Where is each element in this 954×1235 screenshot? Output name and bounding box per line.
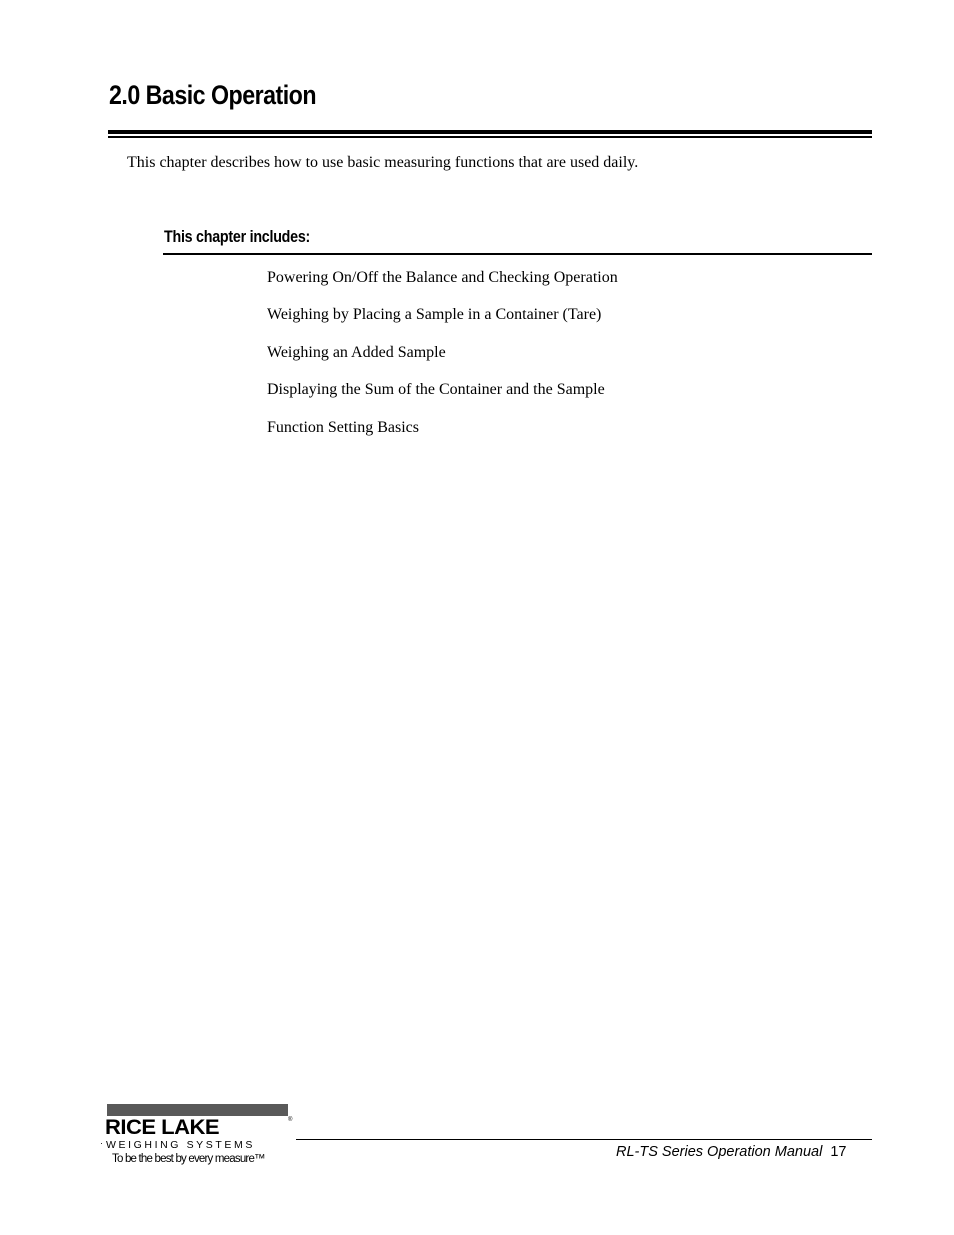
rice-lake-logo — [100, 1104, 296, 1170]
registered-mark-icon: ® — [288, 1117, 293, 1123]
footer — [616, 1144, 846, 1160]
logo-bar — [107, 1104, 288, 1116]
toc-item-sum[interactable]: Displaying the Sum of the Container and the Sample — [267, 381, 605, 399]
logo-dot-icon: · — [100, 1138, 103, 1148]
toc-item-powering[interactable]: Powering On/Off the Balance and Checking Operation — [267, 269, 618, 286]
includes-heading: This chapter includes: — [164, 227, 311, 246]
footer-rule — [296, 1139, 872, 1140]
chapter-title: 2.0 Basic Operation — [109, 80, 317, 110]
title-rule-thin — [108, 136, 872, 138]
toc-item-added-sample[interactable]: Weighing an Added Sample — [267, 343, 446, 361]
logo-name: RICE LAKE — [105, 1116, 220, 1139]
logo-tagline: To be the best by every measure™ — [112, 1153, 265, 1165]
footer-manual-title: RL-TS Series Operation Manual — [616, 1144, 823, 1160]
chapter-intro: This chapter describes how to use basic measuring functions that are used daily. — [127, 154, 639, 171]
title-rule-thick — [108, 130, 872, 134]
toc-item-function-setting[interactable]: Function Setting Basics — [267, 418, 419, 436]
page-number: 17 — [830, 1144, 847, 1160]
logo-subtitle: WEIGHING SYSTEMS — [106, 1139, 255, 1151]
includes-rule — [163, 253, 872, 255]
toc-list — [267, 268, 618, 455]
toc-item-tare[interactable]: Weighing by Placing a Sample in a Container (Tare) — [267, 306, 602, 324]
